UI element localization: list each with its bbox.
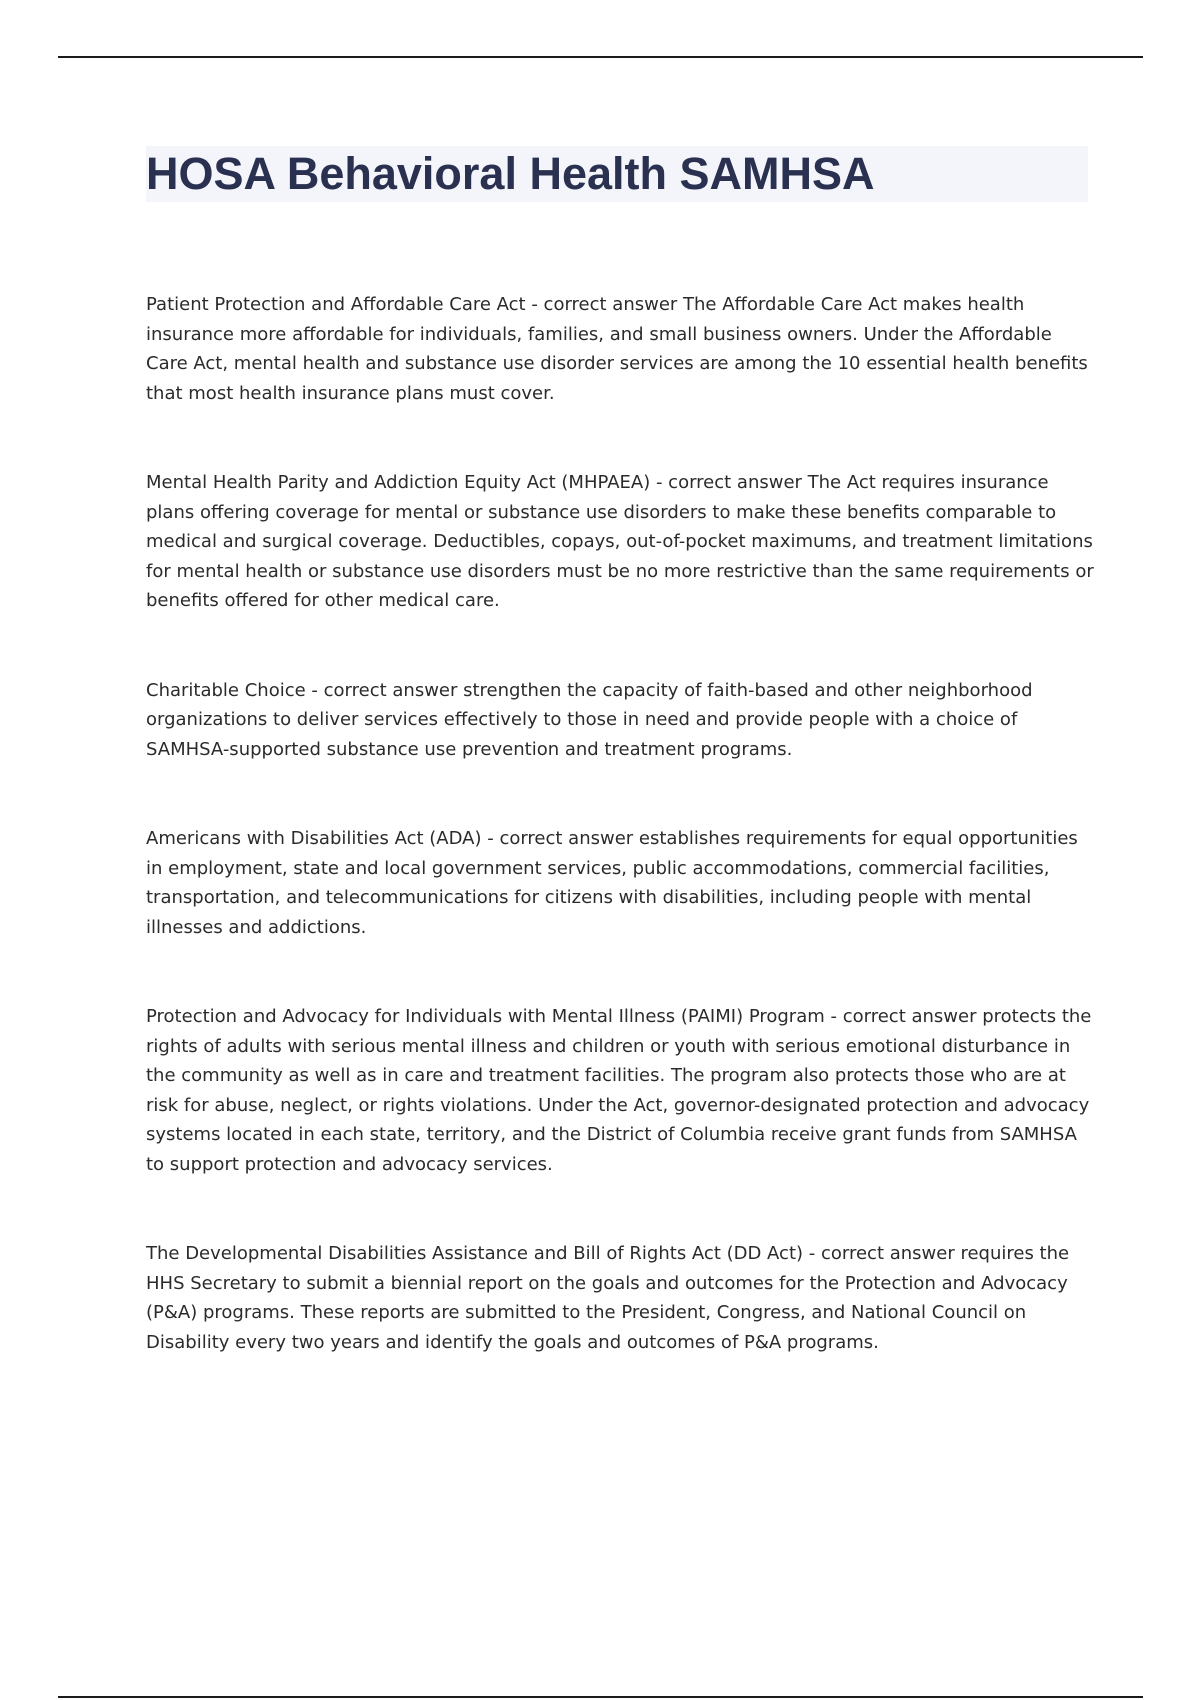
entry-definition: establishes requirements for equal opportunities in employment, state and local government services, public accommodations, commercial facilities, transportation, and telecommunications for citizens with disabilities, including people with mental illnesses and addictions. <box>146 828 1078 938</box>
entry-list <box>146 290 1096 1417</box>
entry-ada <box>146 824 1096 942</box>
entry-definition: requires the HHS Secretary to submit a biennial report on the goals and outcomes for the Protection and Advocacy (P&A) programs. These reports are submitted to the President, Congress, and National Council on Disability every two years and identify the goals and outcomes of P&A programs. <box>146 1243 1070 1353</box>
entry-mhpaea <box>146 468 1096 616</box>
entry-separator: - correct answer <box>803 1243 961 1264</box>
page-title: HOSA Behavioral Health SAMHSA <box>146 148 875 199</box>
entry-term: The Developmental Disabilities Assistance and Bill of Rights Act (DD Act) <box>146 1243 804 1264</box>
entry-dd-act <box>146 1239 1096 1357</box>
entry-separator: - correct answer <box>305 679 464 701</box>
entry-term: Protection and Advocacy for Individuals with Mental Illness (PAIMI) Program <box>146 1006 825 1027</box>
entry-separator: - correct answer <box>481 828 639 849</box>
entry-affordable-care-act <box>146 290 1096 408</box>
bottom-rule <box>58 1696 1143 1698</box>
entry-separator: - correct answer <box>650 472 808 493</box>
entry-definition: strengthen the capacity of faith-based and other neighborhood organizations to deliver services effectively to those in need and provide people with a choice of SAMHSA-supported substance use prevention and treatment programs. <box>146 679 1033 760</box>
entry-charitable-choice <box>146 676 1096 765</box>
top-rule <box>58 56 1143 58</box>
entry-paimi <box>146 1002 1096 1179</box>
entry-term: Americans with Disabilities Act (ADA) <box>146 828 482 849</box>
entry-term: Patient Protection and Affordable Care Act <box>146 294 526 315</box>
entry-term: Charitable Choice <box>146 679 306 701</box>
entry-definition: The Affordable Care Act makes health insurance more affordable for individuals, families, and small business owners. Under the Affordable Care Act, mental health and substance use disorder services are among the 10 essential health benefits that most health insurance plans must cover. <box>146 294 1088 404</box>
entry-separator: - correct answer <box>525 294 684 315</box>
entry-definition: protects the rights of adults with serious mental illness and children or youth with serious emotional disturbance in the community as well as in care and treatment facilities. The program also protects those who are at risk for abuse, neglect, or rights violations. Under the Act, governor-designated protection and advocacy systems located in each state, territory, and the District of Columbia receive grant funds from SAMHSA to support protection and advocacy services. <box>146 1006 1092 1175</box>
entry-separator: - correct answer <box>824 1006 983 1027</box>
entry-term: Mental Health Parity and Addiction Equity Act (MHPAEA) <box>146 472 651 493</box>
entry-definition: The Act requires insurance plans offering coverage for mental or substance use disorders to make these benefits comparable to medical and surgical coverage. Deductibles, copays, out-of-pocket maximums, and treatment limitations for mental health or substance use disorders must be no more restrictive than the same requirements or benefits offered for other medical care. <box>146 472 1094 611</box>
